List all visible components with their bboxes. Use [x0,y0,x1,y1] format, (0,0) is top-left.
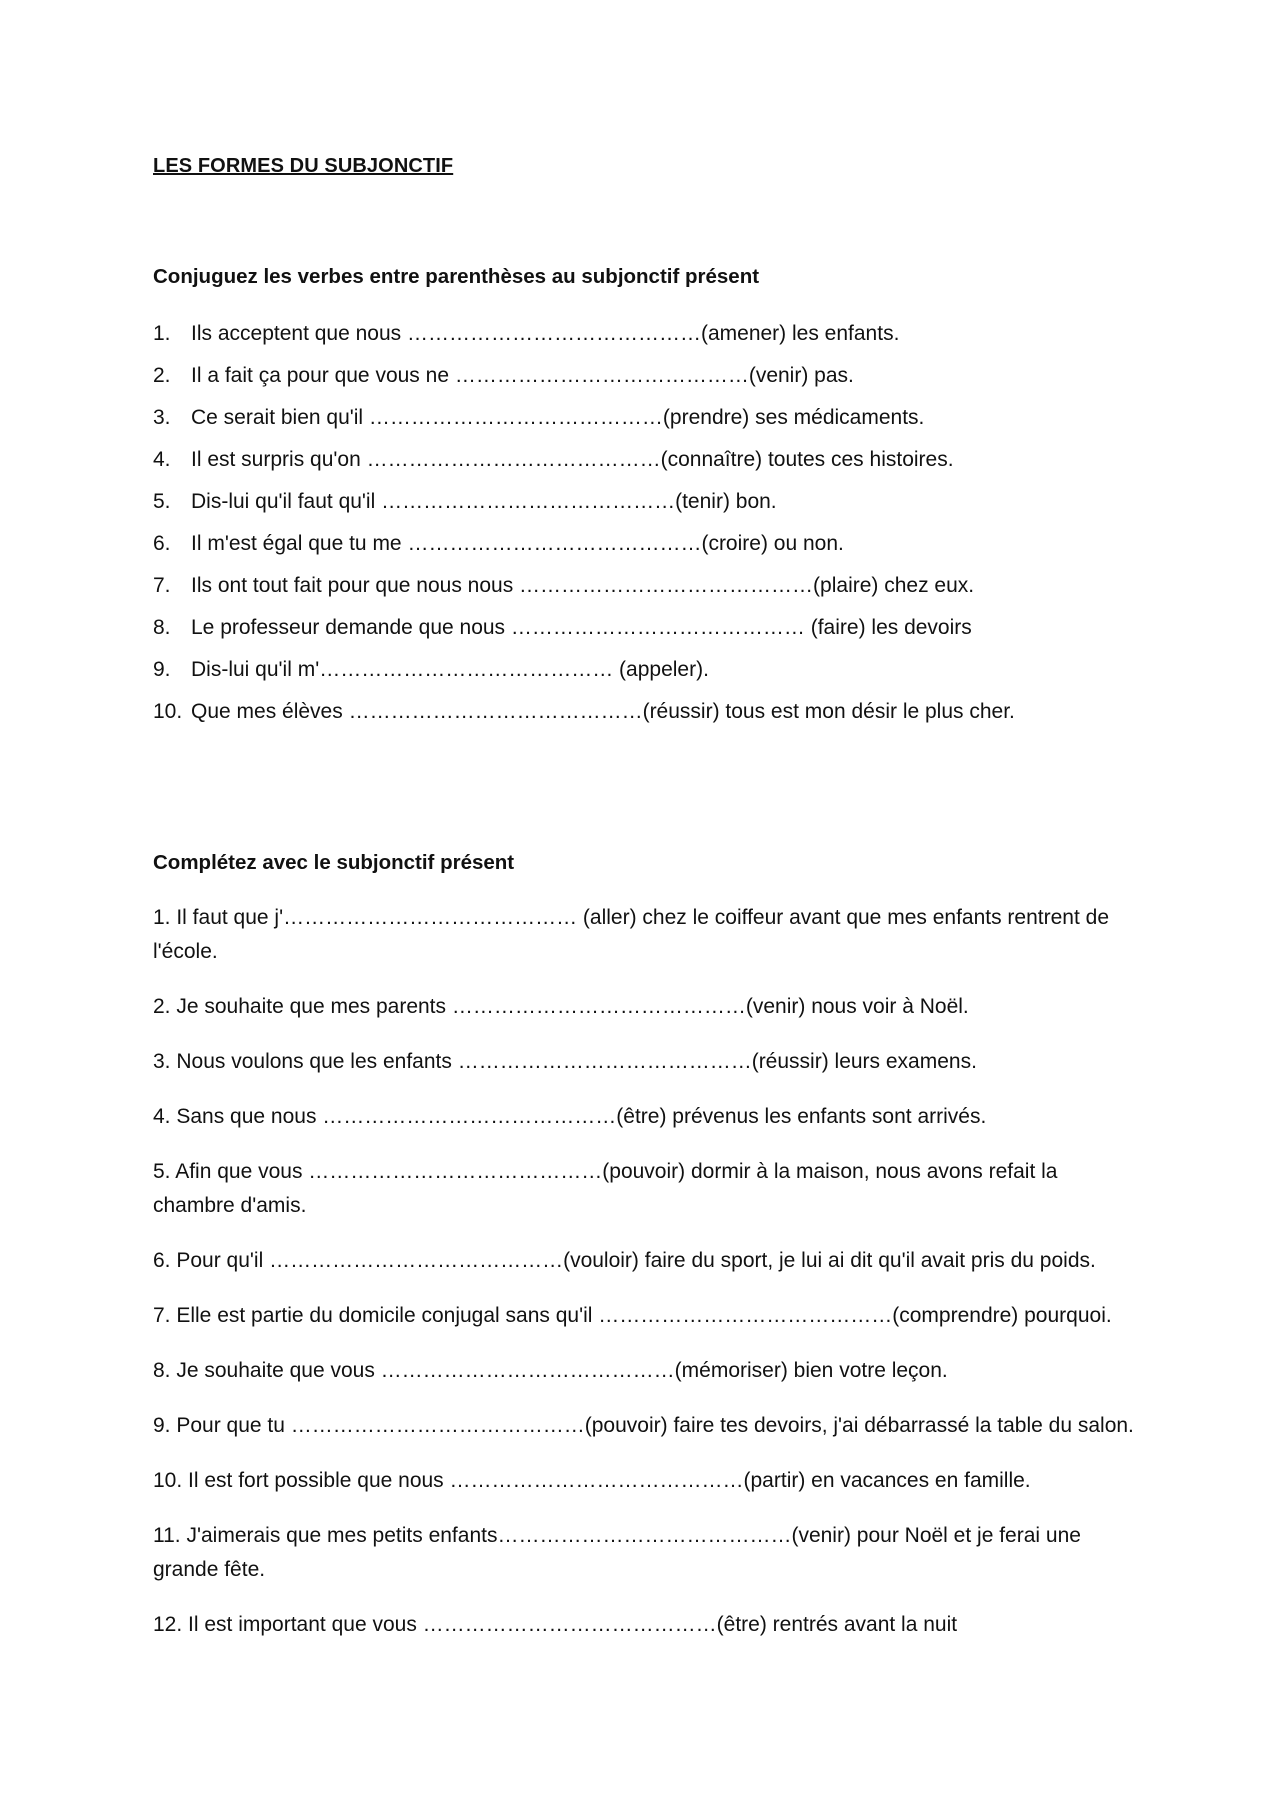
section1-heading: Conjuguez les verbes entre parenthèses au subjonctif présent [153,265,760,288]
exercise-item [153,439,1015,481]
item-text: Ce serait bien qu'il ……………………………………(prendre) ses médicaments. [191,406,925,429]
item-text: Le professeur demande que nous …………………………………… (faire) les devoirs [191,616,972,639]
item-text: Que mes élèves ……………………………………(réussir) tous est mon désir le plus cher. [191,700,1015,723]
document-title: LES FORMES DU SUBJONCTIF [153,155,454,177]
item-text: Dis-lui qu'il faut qu'il ……………………………………(tenir) bon. [191,490,777,513]
exercise-item [153,523,1015,565]
item-text: Dis-lui qu'il m'…………………………………… (appeler). [191,658,709,681]
exercise-item: 4. Sans que nous ……………………………………(être) prévenus les enfants sont arrivés. [153,1105,987,1128]
item-number: 10. [153,700,183,723]
section1-exercise-list [153,313,1015,733]
exercise-item [153,313,1015,355]
exercise-item [153,691,1015,733]
exercise-item: 10. Il est fort possible que nous ……………………………………(partir) en vacances en famille. [153,1469,1031,1492]
item-text: Ils acceptent que nous ……………………………………(amener) les enfants. [191,322,900,345]
item-text: Il est surpris qu'on ……………………………………(connaître) toutes ces histoires. [191,448,954,471]
exercise-item: 2. Je souhaite que mes parents ……………………………………(venir) nous voir à Noël. [153,995,969,1018]
section2-heading: Complétez avec le subjonctif présent [153,851,515,874]
exercise-item: 8. Je souhaite que vous ……………………………………(mémoriser) bien votre leçon. [153,1359,948,1382]
exercise-item [153,397,1015,439]
exercise-item [153,607,1015,649]
exercise-item [153,565,1015,607]
item-number: 7. [153,574,171,597]
item-number: 1. [153,322,171,345]
item-text: Il m'est égal que tu me ……………………………………(croire) ou non. [191,532,844,555]
exercise-item: 1. Il faut que j'…………………………………… (aller) chez le coiffeur avant que mes enfants rentrent de l'école. [153,906,1109,963]
exercise-item: 11. J'aimerais que mes petits enfants……………………………………(venir) pour Noël et je ferai une grande fête. [153,1524,1081,1581]
exercise-item [153,481,1015,523]
exercise-item: 6. Pour qu'il ……………………………………(vouloir) faire du sport, je lui ai dit qu'il avait pris du poids. [153,1249,1096,1272]
exercise-item [153,649,1015,691]
item-number: 8. [153,616,171,639]
exercise-item: 3. Nous voulons que les enfants ……………………………………(réussir) leurs examens. [153,1050,977,1073]
item-number: 9. [153,658,171,681]
exercise-item: 5. Afin que vous ……………………………………(pouvoir) dormir à la maison, nous avons refait la chambre d'amis. [153,1160,1058,1217]
exercise-item: 12. Il est important que vous ……………………………………(être) rentrés avant la nuit [153,1613,958,1636]
item-number: 6. [153,532,171,555]
item-number: 2. [153,364,171,387]
item-text: Ils ont tout fait pour que nous nous ……………………………………(plaire) chez eux. [191,574,975,597]
exercise-item: 9. Pour que tu ……………………………………(pouvoir) faire tes devoirs, j'ai débarrassé la table du salon. [153,1414,1134,1437]
exercise-item: 7. Elle est partie du domicile conjugal sans qu'il ……………………………………(comprendre) pourquoi. [153,1304,1112,1327]
item-number: 5. [153,490,171,513]
item-number: 4. [153,448,171,471]
item-text: Il a fait ça pour que vous ne ……………………………………(venir) pas. [191,364,854,387]
section2-exercise-list [153,901,1143,1663]
exercise-item [153,355,1015,397]
item-number: 3. [153,406,171,429]
